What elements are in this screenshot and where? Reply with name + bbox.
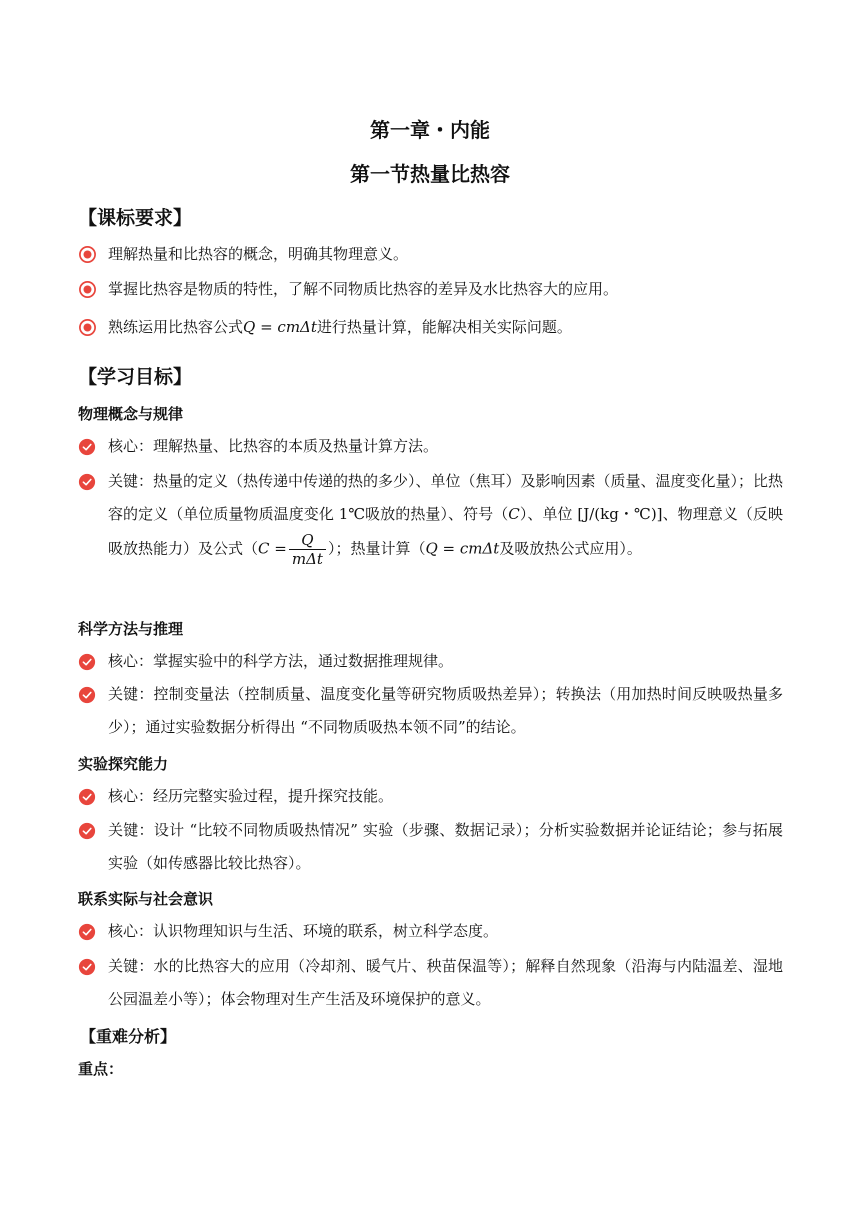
difficulty-heading: 【重难分析】 [80,1027,177,1046]
check-bullet-icon [78,822,96,840]
section-title: 第一节热量比热容 [350,162,510,186]
target-bullet-icon [78,245,97,264]
objective-group-title: 科学方法与推理 [78,620,184,638]
target-bullet-icon [78,318,97,337]
check-bullet-icon [78,653,96,671]
check-bullet-icon [78,923,96,941]
objectives-heading: 【学习目标】 [78,366,193,388]
document-page: 第一章・内能 第一节热量比热容 【课标要求】 理解热量和比热容的概念，明确其物理意义。 掌握比热容是物质的特性，了解不同物质比热容的差异及水比热容大的应用。 熟练运用比热容公式Q = cmΔt进行热量计算，能解决相关实际问题。 【学习目标】 物理概念与规律 核心：理解热量、比热容的本质及热量计算方法。 关键：热量的定义（热传递中传递的热的多少）、单位（焦耳）及影响因素（质量、温度变化量）；比热容的定义（单位质量物质温度变化 1℃吸放的热量）、符号（C）、单位 [J/(kg・℃)]、物理意义（反映吸放热能力）及公式（C = $\frac{Q}{\text{mΔt}}$ ）；热量计算（Q = cmΔt及吸放热公式应用）。 科学方法与推理 核心：掌握实验中的科学方法，通过数据推理规律。 关键：控制变量法（控制质量、温度变化量等研究物质吸热差异）；转换法（用加热时间反映吸热量多少）；通过实验数据分析得出 “不同物质吸热本领不同”的结论。 实验探究能力 核心：经历完整实验过程，提升探究技能。 关键：设计 “比较不同物质吸热情况” 实验（步骤、数据记录）；分析实验数据并论证结论；参与拓展实验（如传感器比较比热容）。 联系实际与社会意识 核心：认识物理知识与生活、环境的联系，树立科学态度。 关键：水的比热容大的应用（冷却剂、暖气片、秧苗保温等）；解释自然现象（沿海与内陆温差、湿地公园温差小等）；体会物理对生产生活及环境保护的意义。 【重难分析】 重点： [0,0,860,1216]
objective-group-title: 实验探究能力 [78,755,169,773]
fraction-formula: $\frac{Q}{\text{mΔt}}$ [289,531,326,568]
focus-label: 重点： [78,1060,124,1078]
check-bullet-icon [78,686,96,704]
objective-group-title: 联系实际与社会意识 [78,890,214,908]
target-bullet-icon [78,280,97,299]
objective-group-title: 物理概念与规律 [78,405,184,423]
formula: Q = cmΔt [243,318,317,336]
chapter-title: 第一章・内能 [370,118,490,142]
check-bullet-icon [78,788,96,806]
check-bullet-icon [78,958,96,976]
curriculum-heading: 【课标要求】 [78,207,193,229]
check-bullet-icon [78,473,96,491]
check-bullet-icon [78,438,96,456]
